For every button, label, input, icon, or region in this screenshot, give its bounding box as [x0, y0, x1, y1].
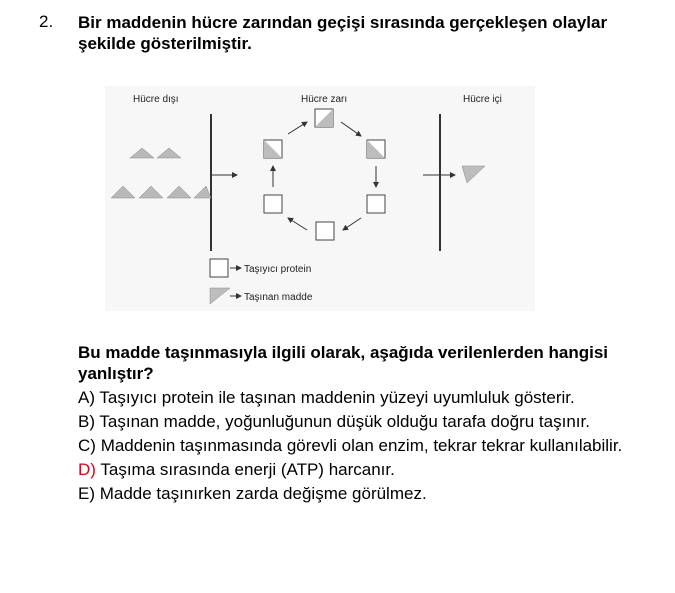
question-text: Bir maddenin hücre zarından geçişi sırasında gerçekleşen olaylar şekilde gösterilmiştir. [78, 13, 608, 53]
option-d-letter-highlight: D) [78, 460, 96, 479]
answer-options [78, 387, 658, 507]
option-d[interactable]: D) Taşıma sırasında enerji (ATP) harcanır. [78, 460, 395, 479]
option-c[interactable]: C) Maddenin taşınmasında görevli olan enzim, tekrar tekrar kullanılabilir. [78, 436, 623, 455]
option-a[interactable]: A) Taşıyıcı protein ile taşınan maddenin yüzeyi uyumluluk gösterir. [78, 388, 575, 407]
legend-carrier-label: Taşıyıcı protein [244, 264, 312, 275]
label-inside: Hücre içi [463, 94, 502, 105]
membrane-transport-figure [105, 86, 535, 311]
question-number: 2. [39, 12, 54, 31]
label-membrane: Hücre zarı [301, 94, 348, 105]
label-outside: Hücre dışı [133, 94, 179, 105]
question-prompt: Bu madde taşınmasıyla ilgili olarak, aşağıda verilenlerden hangisi yanlıştır? [78, 343, 609, 383]
legend-substance-label: Taşınan madde [244, 292, 313, 303]
option-b[interactable]: B) Taşınan madde, yoğunluğunun düşük olduğu tarafa doğru taşınır. [78, 412, 590, 431]
option-e[interactable]: E) Madde taşınırken zarda değişme görülmez. [78, 484, 427, 503]
